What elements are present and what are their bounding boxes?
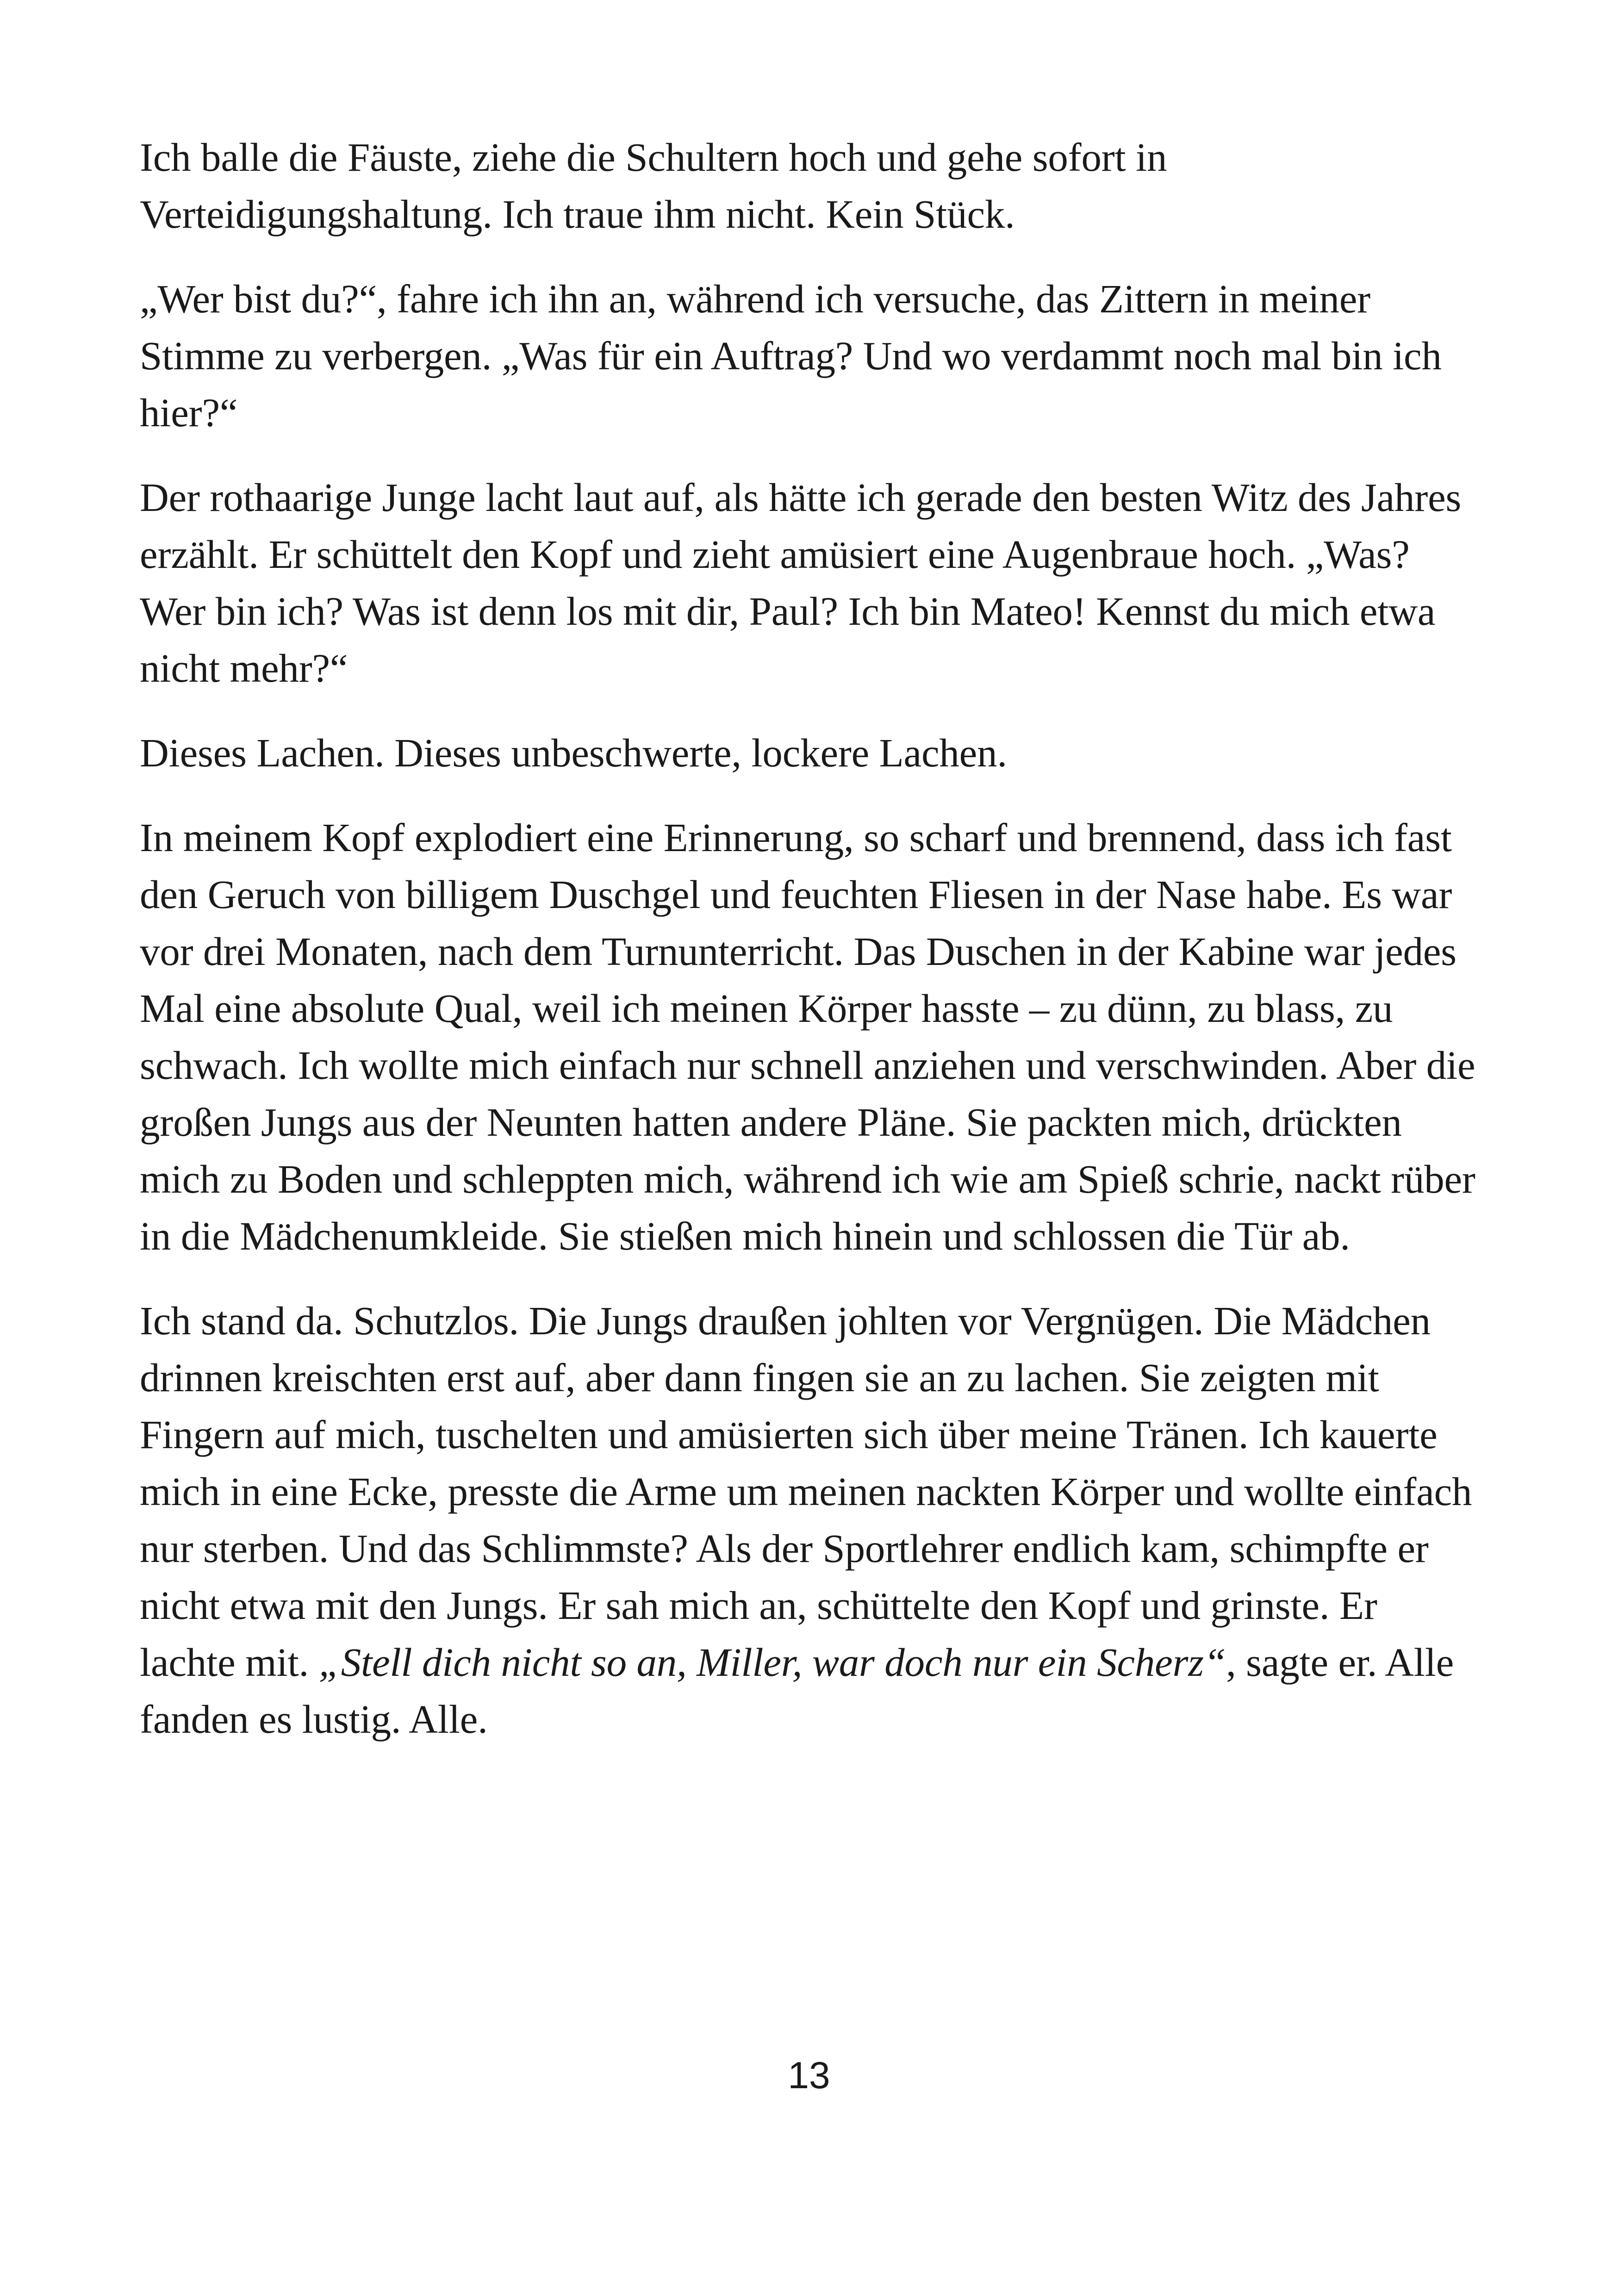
paragraph-6-text-before: Ich stand da. Schutzlos. Die Jungs draußen johlten vor Vergnügen. Die Mädchen drinnen kreischten erst auf, aber dann fingen sie an zu lachen. Sie zeigten mit Fingern auf mich, tuschelten und amüsierten sich über meine Tränen. Ich kauerte mich in eine Ecke, presste die Arme um meinen nackten Körper und wollte einfach nur sterben. Und das Schlimmste? Als der Sportlehrer endlich kam, schimpfte er nicht etwa mit den Jungs. Er sah mich an, schüttelte den Kopf und grinste. Er lachte mit. [140,1298,1472,1685]
paragraph-3: Der rothaarige Junge lacht laut auf, als hätte ich gerade den besten Witz des Jahres erzählt. Er schüttelt den Kopf und zieht amüsiert eine Augenbraue hoch. „Was? Wer bin ich? Was ist denn los mit dir, Paul? Ich bin Mateo! Kennst du mich etwa nicht mehr?“ [140,475,1462,691]
body-text [140,129,1482,1748]
paragraph-1: Ich balle die Fäuste, ziehe die Schultern hoch und gehe sofort in Verteidigungshaltung. Ich traue ihm nicht. Kein Stück. [140,135,1167,236]
paragraph-6 [140,1292,1482,1748]
page-number: 13 [788,2054,830,2097]
paragraph-5: In meinem Kopf explodiert eine Erinnerung, so scharf und brennend, dass ich fast den Geruch von billigem Duschgel und feuchten Fliesen in der Nase habe. Es war vor drei Monaten, nach dem Turnunterricht. Das Duschen in der Kabine war jedes Mal eine absolute Qual, weil ich meinen Körper hasste – zu dünn, zu blass, zu schwach. Ich wollte mich einfach nur schnell anziehen und verschwinden. Aber die großen Jungs aus der Neunten hatten andere Pläne. Sie packten mich, drückten mich zu Boden und schleppten mich, während ich wie am Spieß schrie, nackt rüber in die Mädchenumkleide. Sie stießen mich hinein und schlossen die Tür ab. [140,815,1475,1258]
italic-quote: „Stell dich nicht so an, Miller, war doch nur ein Scherz“ [318,1640,1226,1685]
paragraph-4: Dieses Lachen. Dieses unbeschwerte, lockere Lachen. [140,730,1007,775]
paragraph-6-text-after: , sagte er. Alle fanden es lustig. Alle. [140,1640,1454,1742]
paragraph-2: „Wer bist du?“, fahre ich ihn an, während ich versuche, das Zittern in meiner Stimme zu verbergen. „Was für ein Auftrag? Und wo verdammt noch mal bin ich hier?“ [140,276,1442,435]
